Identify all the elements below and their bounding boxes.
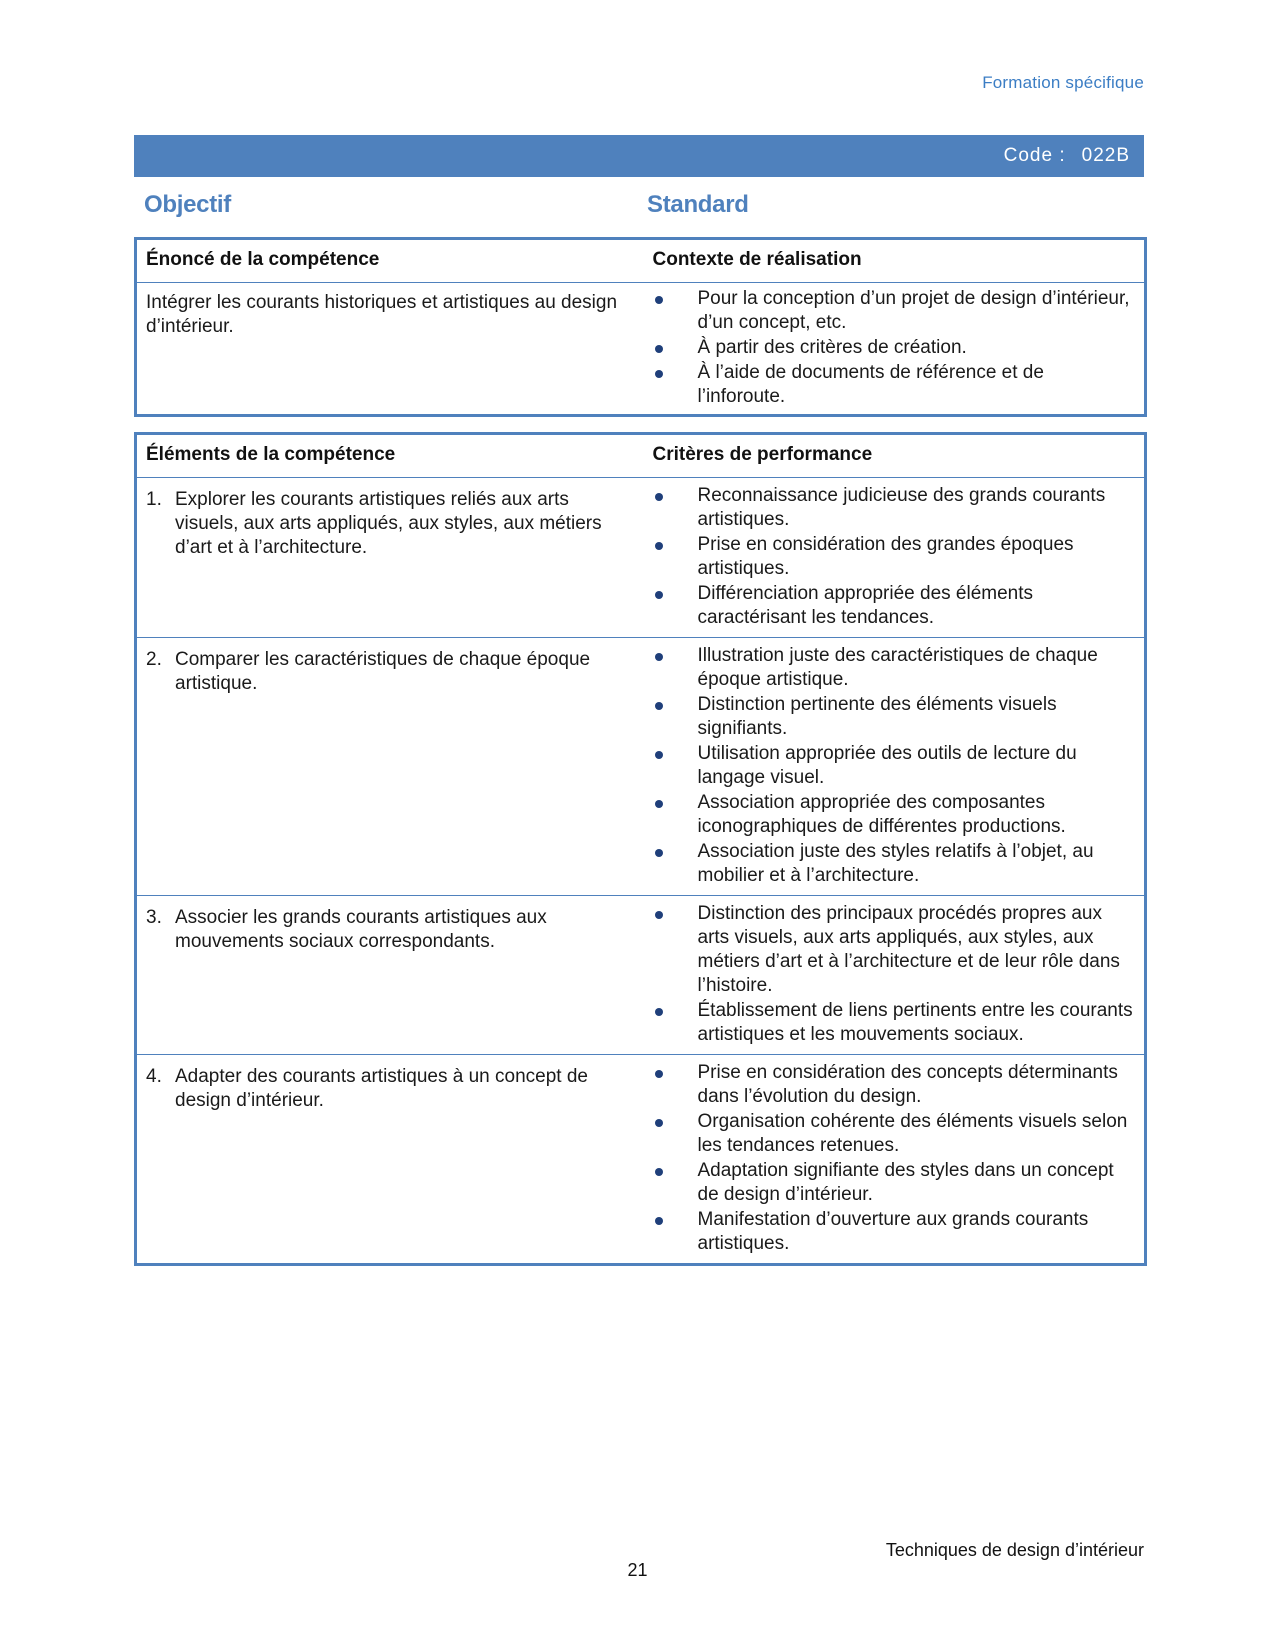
- table-row: [136, 896, 1146, 1055]
- element-cell: [136, 1055, 639, 1265]
- criteria-list: [639, 644, 1135, 888]
- table-row: [136, 1055, 1146, 1265]
- context-list: [639, 287, 1135, 409]
- criteria-list: [639, 1061, 1135, 1256]
- list-item: Établissement de liens pertinents entre les courants artistiques et les mouvements sociaux.: [639, 999, 1135, 1047]
- list-item: Organisation cohérente des éléments visuels selon les tendances retenues.: [639, 1110, 1135, 1158]
- criteria-header: Critères de performance: [639, 434, 1146, 478]
- element-text: Comparer les caractéristiques de chaque époque artistique.: [175, 649, 591, 694]
- competence-statement: Intégrer les courants historiques et artistiques au design d’intérieur.: [136, 283, 639, 416]
- bullet-icon: [655, 1008, 663, 1016]
- element-cell: [136, 478, 639, 638]
- code-label: Code :: [1003, 145, 1066, 166]
- list-item: Prise en considération des grandes époques artistiques.: [639, 533, 1135, 581]
- bullet-icon: [655, 800, 663, 808]
- element-text: Explorer les courants artistiques reliés aux arts visuels, aux arts appliqués, aux styles, aux métiers d’art et à l’architecture.: [175, 489, 602, 558]
- bullet-icon: [655, 493, 663, 501]
- criteria-cell: [639, 896, 1146, 1055]
- element-text: Adapter des courants artistiques à un concept de design d’intérieur.: [175, 1066, 588, 1111]
- context-cell: [639, 283, 1146, 416]
- section-label: Formation spécifique: [982, 73, 1144, 92]
- list-item: Pour la conception d’un projet de design d’intérieur, d’un concept, etc.: [639, 287, 1135, 335]
- list-item: Association appropriée des composantes iconographiques de différentes productions.: [639, 791, 1135, 839]
- code-value: 022B: [1081, 145, 1130, 166]
- element-text: Associer les grands courants artistiques aux mouvements sociaux correspondants.: [175, 907, 547, 952]
- element-cell: [136, 896, 639, 1055]
- bullet-icon: [655, 653, 663, 661]
- enonce-table: [134, 237, 1147, 417]
- context-header: Contexte de réalisation: [639, 239, 1146, 283]
- enonce-header: Énoncé de la compétence: [136, 239, 639, 283]
- table-row: [136, 478, 1146, 638]
- element-number: 1.: [146, 489, 162, 510]
- elements-header: Éléments de la compétence: [136, 434, 639, 478]
- list-item: Adaptation signifiante des styles dans un concept de design d’intérieur.: [639, 1159, 1135, 1207]
- element-number: 4.: [146, 1066, 162, 1087]
- list-item: Distinction des principaux procédés propres aux arts visuels, aux arts appliqués, aux styles, aux métiers d’art et à l’architecture et de leur rôle dans l’histoire.: [639, 902, 1135, 998]
- list-item: Prise en considération des concepts déterminants dans l’évolution du design.: [639, 1061, 1135, 1109]
- bullet-icon: [655, 1070, 663, 1078]
- element-number: 2.: [146, 649, 162, 670]
- list-item: Reconnaissance judicieuse des grands courants artistiques.: [639, 484, 1135, 532]
- list-item: Association juste des styles relatifs à l’objet, au mobilier et à l’architecture.: [639, 840, 1135, 888]
- list-item: Utilisation appropriée des outils de lecture du langage visuel.: [639, 742, 1135, 790]
- criteria-cell: [639, 1055, 1146, 1265]
- list-item: Différenciation appropriée des éléments caractérisant les tendances.: [639, 582, 1135, 630]
- enonce-content-row: [136, 283, 1146, 416]
- element-cell: [136, 638, 639, 896]
- criteria-list: [639, 484, 1135, 630]
- list-item: Manifestation d’ouverture aux grands courants artistiques.: [639, 1208, 1135, 1256]
- bullet-icon: [655, 370, 663, 378]
- criteria-list: [639, 902, 1135, 1047]
- bullet-icon: [655, 1217, 663, 1225]
- list-item: Illustration juste des caractéristiques de chaque époque artistique.: [639, 644, 1135, 692]
- standard-title: Standard: [647, 191, 749, 218]
- table-row: [136, 638, 1146, 896]
- list-item: À l’aide de documents de référence et de l’inforoute.: [639, 361, 1135, 409]
- criteria-cell: [639, 638, 1146, 896]
- enonce-header-row: [136, 239, 1146, 283]
- bullet-icon: [655, 591, 663, 599]
- program-title: Techniques de design d’intérieur: [885, 1540, 1144, 1560]
- list-item: À partir des critères de création.: [639, 336, 1135, 360]
- bullet-icon: [655, 345, 663, 353]
- elements-table: [134, 432, 1147, 1266]
- bullet-icon: [655, 849, 663, 857]
- elements-header-row: [136, 434, 1146, 478]
- bullet-icon: [655, 1119, 663, 1127]
- bullet-icon: [655, 542, 663, 550]
- bullet-icon: [655, 702, 663, 710]
- bullet-icon: [655, 911, 663, 919]
- bullet-icon: [655, 1168, 663, 1176]
- criteria-cell: [639, 478, 1146, 638]
- objectif-title: Objectif: [144, 191, 231, 218]
- code-bar: [134, 135, 1144, 177]
- element-number: 3.: [146, 907, 162, 928]
- bullet-icon: [655, 296, 663, 304]
- list-item: Distinction pertinente des éléments visuels signifiants.: [639, 693, 1135, 741]
- page-number: 21: [627, 1560, 648, 1580]
- bullet-icon: [655, 751, 663, 759]
